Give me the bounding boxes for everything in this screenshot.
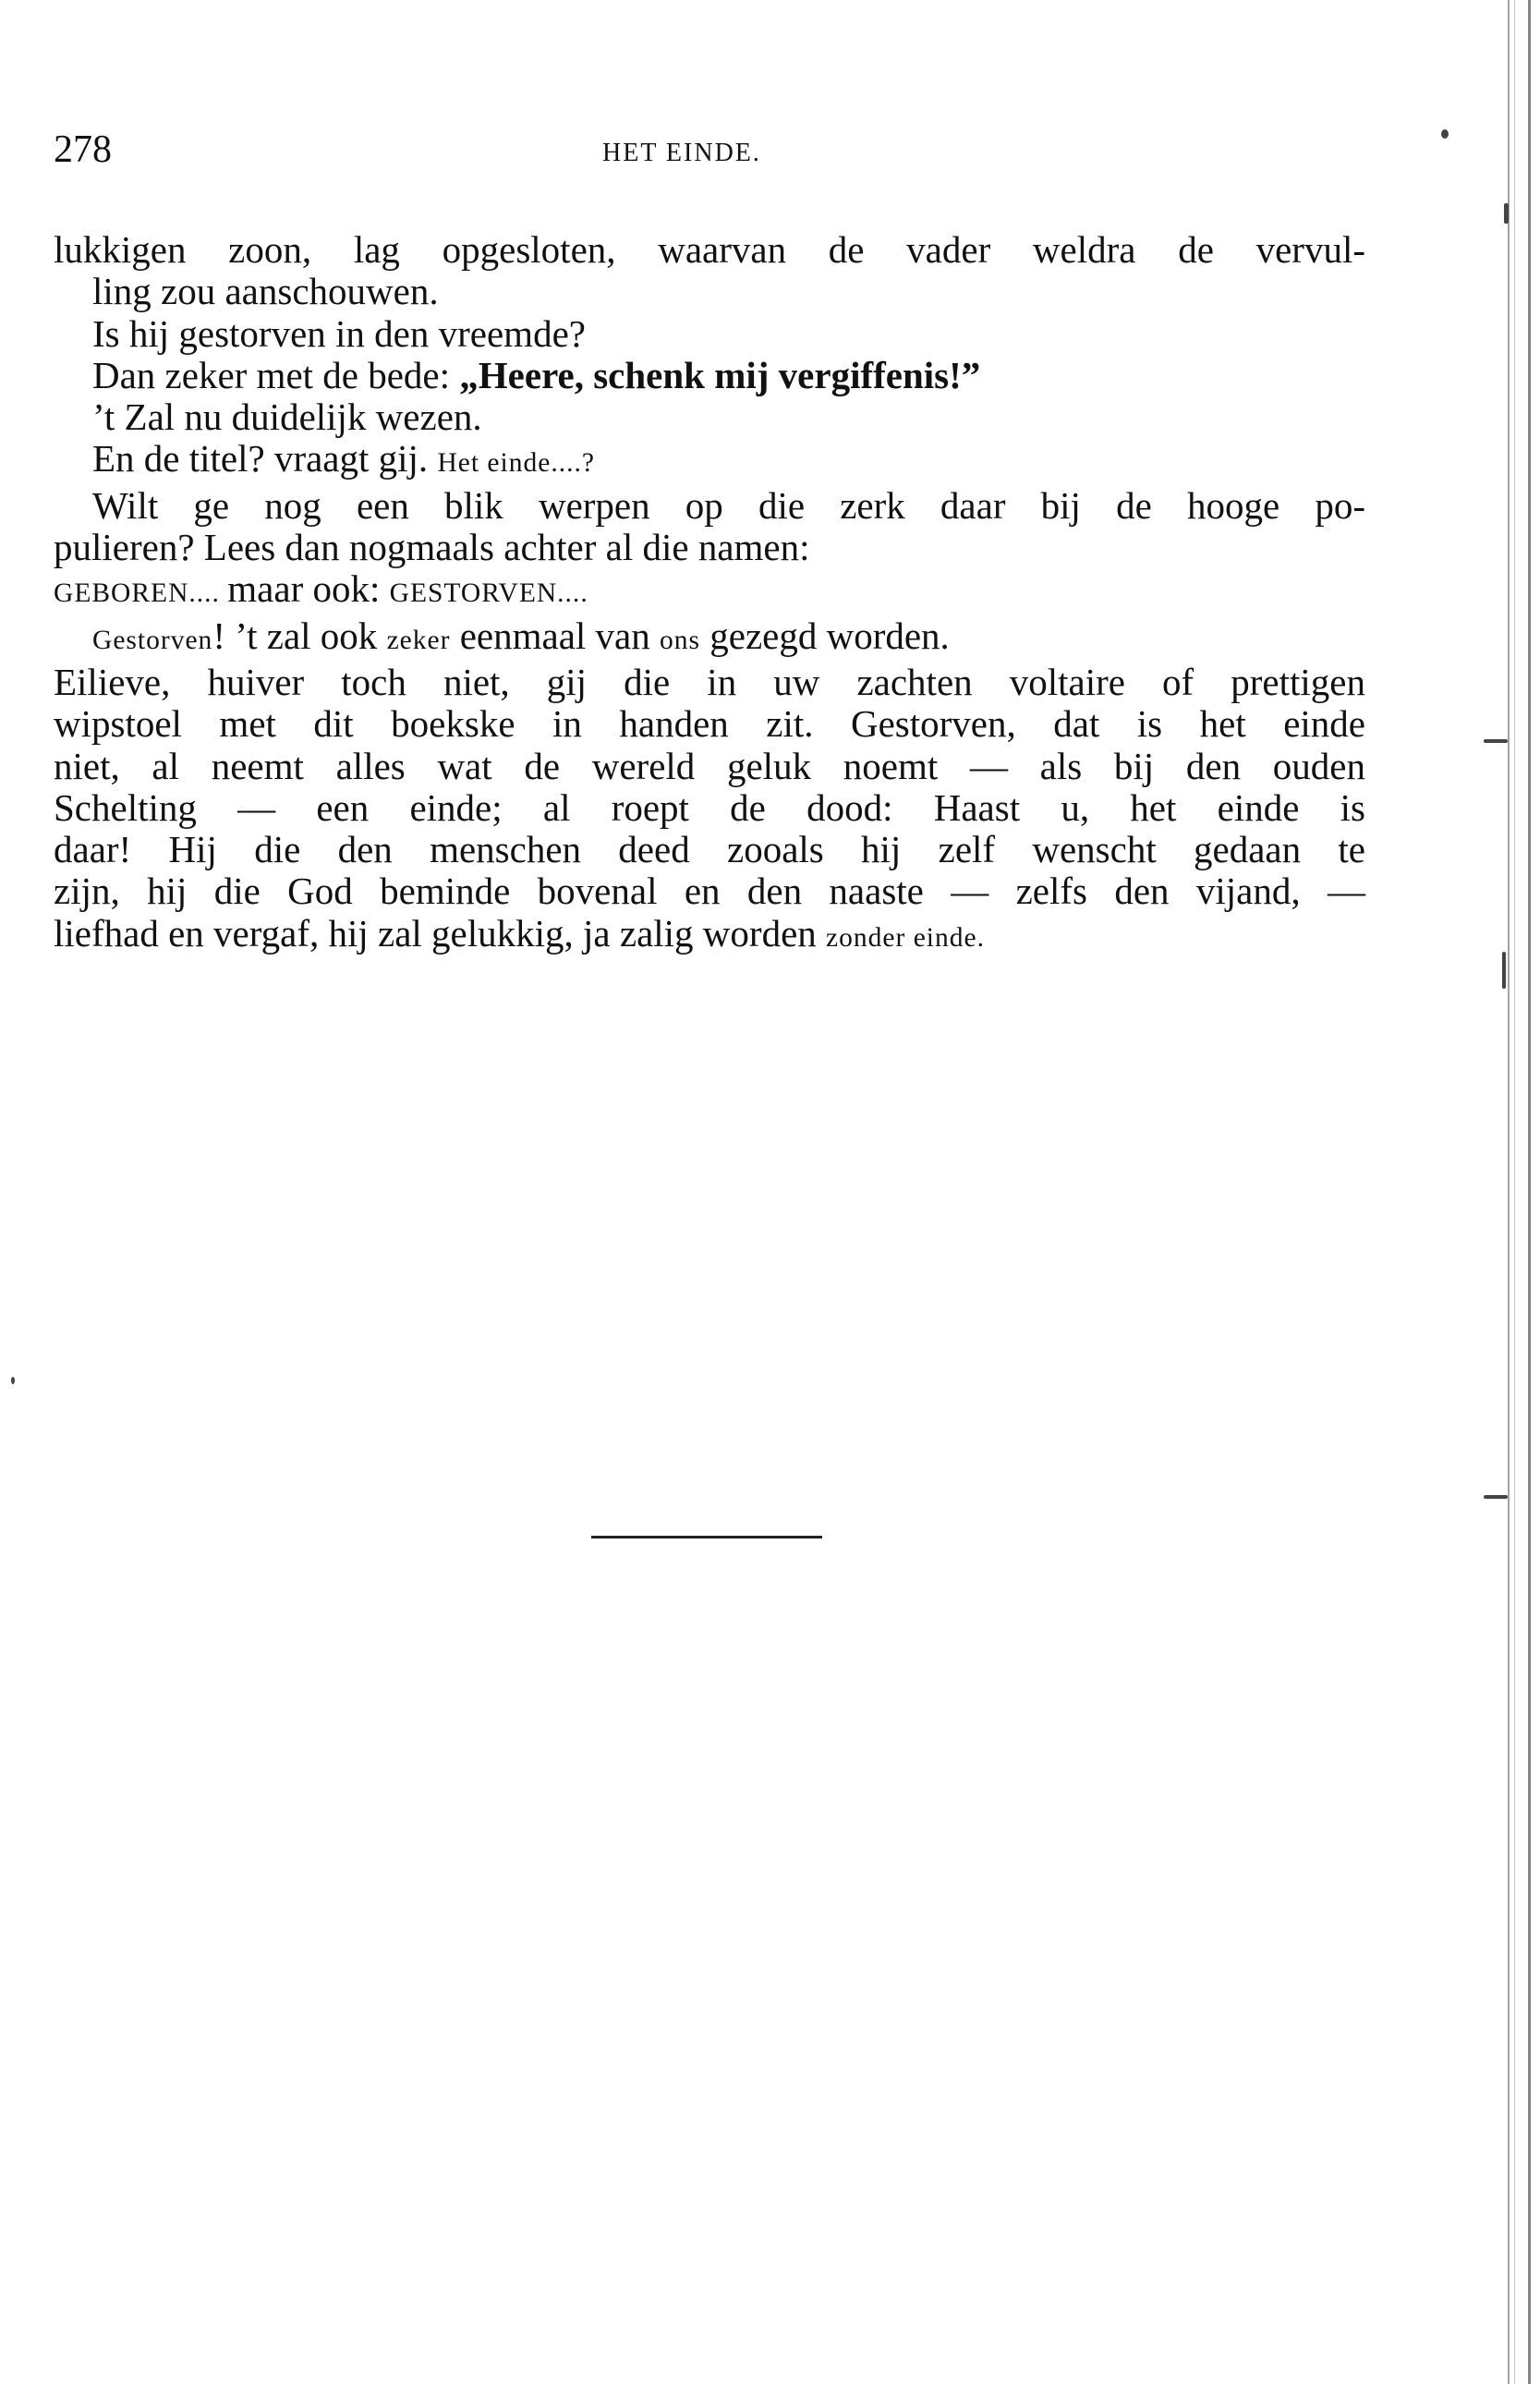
text-line: [54, 615, 1365, 662]
scan-edge-line: [1528, 0, 1531, 2384]
scan-speck: [1502, 952, 1506, 989]
quoted-prayer: „Heere, schenk mij vergiffenis!”: [459, 353, 981, 396]
text-span: lukkigen zoon, lag opgesloten, waarvan de vader weldra de vervul-: [54, 228, 1365, 271]
text-span: daar! Hij die den menschen deed zooals hij zelf wenscht gedaan te: [54, 828, 1365, 871]
text-span: wipstoel met dit boekske in handen zit. Gestorven, dat is het einde: [54, 702, 1365, 746]
body-text: [54, 229, 1365, 959]
text-line: [54, 746, 1365, 787]
text-line: [54, 527, 1365, 568]
scan-speck: [1441, 129, 1449, 139]
text-span: niet, al neemt alles wat de wereld geluk noemt — als bij den ouden: [54, 744, 1365, 787]
text-span: pulieren? Lees dan nogmaals achter al die namen:: [54, 526, 810, 569]
small-caps-word: zonder einde.: [826, 922, 985, 953]
text-line: [54, 703, 1365, 745]
small-caps-word: Gestorven: [92, 625, 213, 655]
end-rule: [591, 1536, 822, 1539]
scan-speck: [1484, 1495, 1508, 1499]
title-reference: Het einde....?: [437, 448, 595, 479]
scan-speck: [1504, 203, 1509, 224]
scan-edge-line: [1514, 0, 1515, 2384]
text-span: Schelting — een einde; al roept de dood: Haast u, het einde is: [54, 785, 1365, 829]
text-span: zijn, hij die God beminde bovenal en den naaste — zelfs den vijand, —: [54, 870, 1365, 913]
text-span: Is hij gestorven in den vreemde?: [92, 311, 586, 355]
small-caps-word: GEBOREN....: [54, 578, 228, 609]
running-title: HET EINDE.: [602, 139, 761, 167]
scan-speck: [1484, 739, 1508, 743]
text-span: Dan zeker met de bede:: [92, 353, 460, 396]
text-span: En de titel? vraagt gij.: [92, 437, 438, 480]
text-span: gezegd worden.: [700, 614, 950, 657]
text-span: ling zou aanschouwen.: [92, 270, 439, 313]
text-line: [54, 870, 1365, 912]
text-span: eenmaal van: [450, 614, 660, 657]
text-span: ! ’t zal ook: [212, 614, 387, 657]
text-line: [54, 913, 1365, 959]
small-caps-word: zeker: [386, 625, 451, 655]
text-line: [54, 355, 1365, 396]
text-line: [54, 229, 1365, 271]
text-line: [54, 271, 1365, 312]
page-number: 278: [54, 128, 112, 171]
text-span: liefhad en vergaf, hij zal gelukkig, ja zalig worden: [54, 911, 827, 955]
text-span: ’t Zal nu duidelijk wezen.: [92, 395, 482, 439]
text-line: [54, 568, 1365, 614]
text-line: [54, 396, 1365, 438]
text-span: maar ook:: [227, 567, 390, 611]
text-line: [54, 829, 1365, 870]
scan-edge-line: [1508, 0, 1510, 2384]
text-line: [54, 438, 1365, 484]
text-line: [54, 313, 1365, 355]
text-span: Eilieve, huiver toch niet, gij die in uw zachten voltaire of prettigen: [54, 660, 1365, 703]
small-caps-word: GESTORVEN....: [389, 578, 588, 609]
text-line: [54, 662, 1365, 703]
text-span: Wilt ge nog een blik werpen op die zerk daar bij de hooge po-: [92, 483, 1365, 527]
small-caps-word: ons: [659, 625, 700, 655]
text-line: [54, 787, 1365, 829]
text-line: [54, 485, 1365, 527]
scan-speck: [11, 1377, 15, 1384]
